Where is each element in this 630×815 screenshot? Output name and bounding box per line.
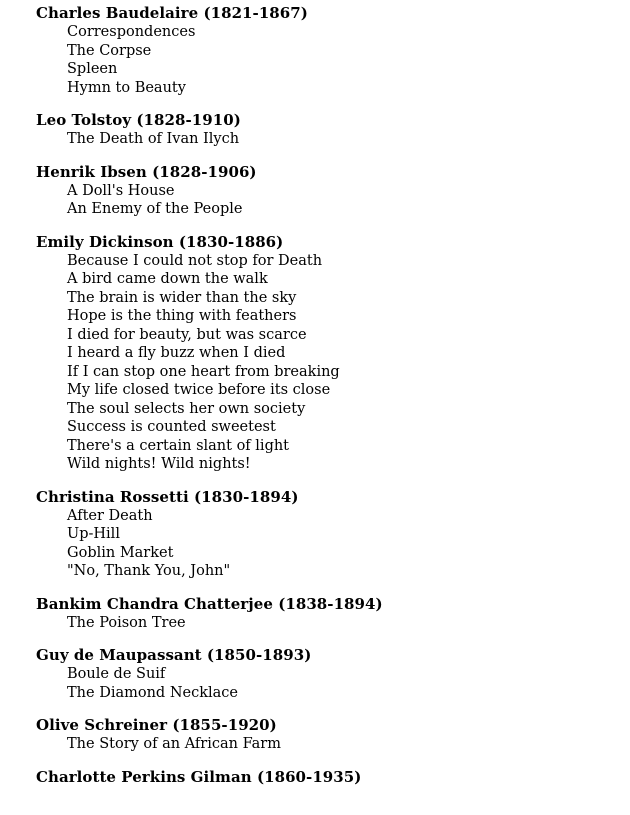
- author-entry: [36, 233, 616, 474]
- work-title: The Death of Ivan Ilych: [67, 131, 240, 147]
- author-entry: [36, 646, 616, 702]
- work-title: The soul selects her own society: [67, 400, 306, 417]
- work-title: The Poison Tree: [67, 614, 186, 631]
- work-title: "No, Thank You, John": [67, 563, 231, 579]
- work-title: After Death: [67, 507, 153, 524]
- author-heading: Guy de Maupassant (1850-1893): [36, 646, 312, 664]
- author-heading: Henrik Ibsen (1828-1906): [36, 162, 257, 181]
- works-list: [36, 252, 616, 474]
- author-heading: Christina Rossetti (1830-1894): [36, 487, 299, 506]
- work-title: Correspondences: [67, 24, 196, 40]
- works-list: [36, 182, 616, 219]
- work-title: The Corpse: [67, 42, 152, 59]
- work-title: Hymn to Beauty: [67, 79, 186, 96]
- author-heading: Bankim Chandra Chatterjee (1838-1894): [36, 594, 383, 613]
- works-list: [36, 735, 616, 754]
- works-list: [36, 614, 616, 633]
- work-title: My life closed twice before its close: [67, 382, 331, 398]
- work-title: The brain is wider than the sky: [67, 289, 297, 306]
- work-title: I heard a fly buzz when I died: [67, 345, 286, 361]
- author-heading: Olive Schreiner (1855-1920): [36, 716, 277, 734]
- author-heading: Leo Tolstoy (1828-1910): [36, 111, 241, 129]
- work-title: Boule de Suif: [67, 666, 166, 682]
- author-entry: [36, 768, 616, 787]
- work-title: Hope is the thing with feathers: [67, 308, 297, 324]
- works-list: [36, 665, 616, 702]
- work-title: The Diamond Necklace: [67, 684, 238, 701]
- work-title: A bird came down the walk: [67, 271, 268, 287]
- work-title: Because I could not stop for Death: [67, 252, 323, 269]
- work-title: If I can stop one heart from breaking: [67, 363, 340, 380]
- work-title: A Doll's House: [67, 182, 175, 199]
- work-title: An Enemy of the People: [67, 201, 243, 217]
- author-entry: [36, 488, 616, 581]
- work-title: There's a certain slant of light: [67, 437, 290, 454]
- author-entry: [36, 111, 616, 149]
- works-list: [36, 130, 616, 149]
- work-title: Up-Hill: [67, 526, 120, 542]
- author-heading: Charlotte Perkins Gilman (1860-1935): [36, 767, 362, 786]
- work-title: I died for beauty, but was scarce: [67, 326, 307, 343]
- work-title: Wild nights! Wild nights!: [67, 456, 251, 472]
- author-entry: [36, 4, 616, 97]
- author-works-list: [36, 4, 616, 801]
- work-title: Spleen: [67, 61, 118, 77]
- author-entry: [36, 716, 616, 754]
- author-entry: [36, 595, 616, 633]
- work-title: The Story of an African Farm: [67, 736, 281, 752]
- author-heading: Charles Baudelaire (1821-1867): [36, 4, 308, 22]
- work-title: Success is counted sweetest: [67, 419, 276, 435]
- author-heading: Emily Dickinson (1830-1886): [36, 232, 284, 251]
- works-list: [36, 23, 616, 97]
- author-entry: [36, 163, 616, 219]
- works-list: [36, 507, 616, 581]
- work-title: Goblin Market: [67, 544, 174, 561]
